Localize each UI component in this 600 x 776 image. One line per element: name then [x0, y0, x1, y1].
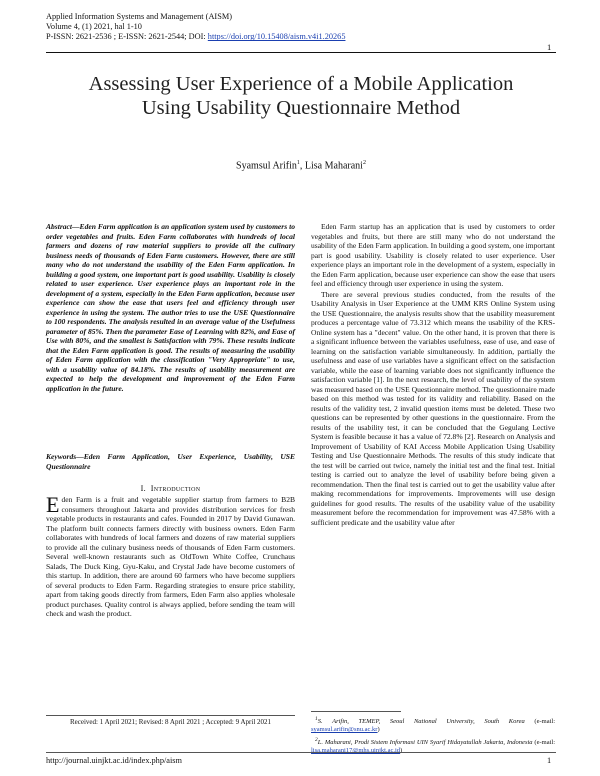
keywords	[46, 452, 295, 471]
footnote-2-mark: 2	[315, 737, 318, 744]
introduction-text: den Farm is a fruit and vegetable supplier startup from farmers to B2B consumers throughout Jakarta and provides distribution services for fresh vegetable products in restaurants and cafes. Founded in 2017 by David Gunawan. The platform built connects farmers directly with business owners. Eden Farm collaborates with hundreds of local farmers and dozens of raw material suppliers to provide all the culinary business needs of thousands of Eden Farm customers. Several well-known restaurants such as OldTown White Coffee, Crunchaus Salads, The Duck King, Gyu-Kaku, and Crystal Jade have become customers of this startup. In addition, there are around 60 farmers who have become suppliers of several products to Eden Farm. Regarding strategies to ensure price stability, apart from taking goods directly from farmers, Eden Farm also applies wholesale product purchases. Quality control is always applied, before sending the team will check and wash the product.	[46, 495, 295, 618]
footnote-2-email-label: (e-mail:	[534, 739, 555, 747]
received-divider	[46, 715, 295, 716]
abstract-label: Abstract	[46, 222, 72, 231]
section-heading-introduction	[46, 484, 295, 493]
footnote-1-mark: 1	[315, 716, 318, 722]
keywords-label: Keywords	[46, 452, 77, 461]
section-number: I.	[140, 484, 146, 493]
footnote-2-close: )	[400, 747, 403, 755]
footnotes	[311, 715, 555, 757]
doi-link[interactable]: https://doi.org/10.15408/aism.v4i1.20265	[207, 32, 346, 42]
introduction-body	[46, 492, 295, 619]
journal-name: Applied Information Systems and Management (AISM)	[46, 12, 232, 21]
author-1: Syamsul Arifin	[236, 160, 297, 172]
footnote-1-email-link[interactable]: syamsul.arifin@snu.ac.kr	[311, 726, 378, 734]
abstract-text: —Eden Farm application is an application system used by customers to order vegetables and fruits. Eden Farm collaborates with hundreds of local farmers and dozens of raw material suppliers to provide all the culinary business needs of thousands of Eden Farm customers. However, there are still many who do not understand the usability of the Eden Farm application. In building a good system, one important part is good usability. Usability is closely related to user experience. User experience plays an important role in the development of a system, especially in the Eden Farm application, because user experience can show the ease that users feel and efficiency through user experience in using the system. The author tries to use the USE Questionnaire to 100 respondents. The analysis resulted in an average value of the Usefulness parameter of 85%. Then the parameter Ease of Learning with 82%, and Ease of Use with 80%, and the smallest is Satisfaction with 79%. These results indicate that the Eden Farm application is good. The results of measuring the usability of Eden Farm application with the classification "Very Appropriate" to use, with a usability value of 84.18%. The results of usability measurement are expected to help the development and improvement of the Eden Farm application in the future.	[46, 222, 295, 393]
paper-title-line-2: Using Usability Questionnaire Method	[141, 97, 461, 119]
received-dates: Received: 1 April 2021; Revised: 8 April 2021 ; Accepted: 9 April 2021	[69, 718, 272, 726]
author-2-affiliation: 2	[362, 160, 366, 166]
keywords-text: —Eden Farm Application, User Experience, Usability, USE Questionnaire	[46, 452, 295, 471]
paper-title-line-1: Assessing User Experience of a Mobile Application	[88, 73, 514, 95]
footnote-1	[311, 715, 555, 734]
footer-page-number: 1	[547, 756, 552, 765]
author-separator: ,	[299, 160, 305, 172]
author-list	[46, 160, 556, 171]
section-title: Introduction	[150, 484, 201, 493]
footer-journal-url[interactable]: http://journal.uinjkt.ac.id/index.php/aism	[46, 756, 182, 765]
journal-volume: Volume 4, (1) 2021, hal 1-10	[46, 22, 142, 32]
author-2: Lisa Maharani	[304, 160, 363, 172]
drop-cap: E	[46, 492, 60, 517]
paper-title	[46, 72, 556, 120]
issn-text: P-ISSN: 2621-2536 ; E-ISSN: 2621-2544; DOI:	[46, 32, 208, 42]
paragraph: Eden Farm startup has an application that is used by customers to order vegetables and fruits, but there are still many who do not understand the usability of the Eden Farm application. In building a good system, one important part is good usability. Usability is closely related to user experience. User experience plays an important role in the development of a system, especially in the Eden Farm application, because user experience can show the ease that users feel and efficiency through user experience in using the system.	[311, 222, 555, 288]
footer-divider	[46, 752, 556, 753]
journal-header	[46, 12, 556, 43]
footnote-1-email-label: (e-mail:	[534, 718, 555, 726]
right-column-body	[311, 222, 555, 527]
footnote-1-close: )	[377, 726, 380, 734]
paragraph: There are several previous studies conducted, from the results of the Usability Analysis in User Experience at the UMM KRS Online System using the USE Questionnaire, the analysis results show that the usability measurement produces a percentage value of 73.312 which means the usability of the KRS-Online system has a "decent" value. On the other hand, it is proven that there is a significant influence between the variables usefulness, ease of use, and ease of learning on the satisfaction variable simultaneously. In addition, partially the usefulness and ease of use variables have a significant effect on the satisfaction variable, while the ease of learning variable does not significantly influence the satisfaction variable [1]. In the next research, the level of usability of the system was measured based on the USE Questionnaire method. The questionnaire made based on this method was tested for its validity and reliability. Based on the results of the validity test, 2 invalid question items must be deleted. These two questions can be represented by other questions in the questionnaire. From the results of the usability test, it can be concluded that the Gegulang Lective System is feasible because it has a value of 72.8% [2]. Research on Analysis and Improvement of Usability of KAI Access Mobile Application Using Usability Testing and Use Questionnaire Methods. The results of this study indicate that the test will be carried out twice, namely the initial test and the final test. Initial testing is carried out to analyze the level of usability before being given a recommendation. Then the final test is carried out to get the usability value after making recommendations for improvements. Improvements will use design guidelines for good results. The results of the usability value of the usability measurement before the recommendation for improvement was 47.58% with a sufficient predicate and the usability value after	[311, 289, 555, 527]
header-page-number: 1	[547, 42, 552, 52]
journal-issn	[46, 32, 556, 42]
footnote-1-text: S. Arifin, TEMEP, Seoul National University, South Korea	[317, 718, 535, 726]
abstract	[46, 222, 295, 393]
footnote-2-email-link[interactable]: lisa.maharani17@mhs.uinjkt.ac.id	[311, 747, 401, 755]
header-divider	[46, 52, 556, 53]
author-1-affiliation: 1	[296, 160, 300, 166]
footnote-divider	[311, 711, 401, 712]
footnote-2-text: L. Maharani, Prodi Sistem Informasi UIN Syarif Hidayatullah Jakarta, Indonesia	[317, 739, 535, 747]
